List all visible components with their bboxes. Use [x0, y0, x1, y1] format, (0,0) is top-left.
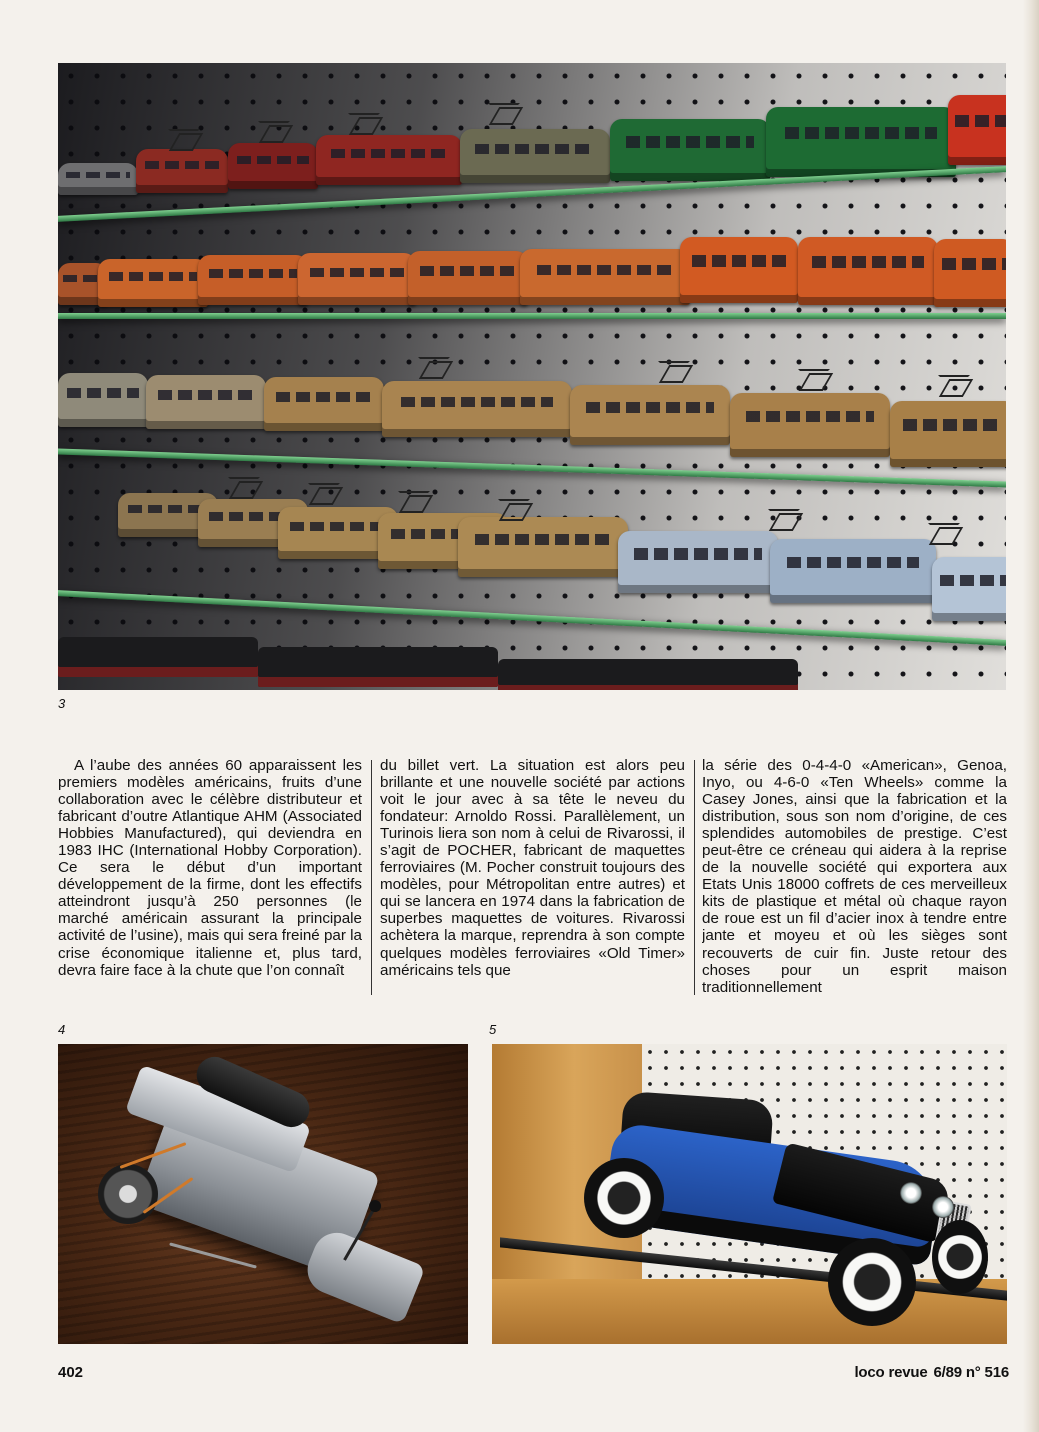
train-car: [382, 381, 572, 437]
pantograph: [498, 499, 530, 519]
train-car: [934, 239, 1006, 307]
train-car: [146, 375, 266, 429]
steam-locomotive: [258, 647, 498, 687]
figure-number-4: 4: [58, 1022, 66, 1037]
pantograph: [938, 375, 970, 395]
photo-engine-model: [58, 1044, 468, 1344]
pantograph: [348, 113, 380, 133]
train-car: [264, 377, 384, 431]
train-car: [948, 95, 1006, 165]
pantograph: [308, 483, 340, 503]
magazine-name: loco revue: [854, 1364, 928, 1381]
photo-train-shelves: [58, 63, 1006, 690]
train-car: [730, 393, 890, 457]
train-car: [228, 143, 318, 189]
train-car: [58, 373, 148, 427]
train-car: [408, 251, 528, 305]
article-column-1: A l’aube des années 60 apparaissent les premiers modèles américains, fruits d’une collaboration avec le célèbre distributeur et fabricant d’outre Atlantique AHM (Associated Hobbies Manufactured), qui deviendra en 1983 IHC (International Hobby Corporation). Ce sera le début d’un important développement de la firme, dont les effectifs atteindront jusqu’à 250 personnes (le marché américain assurant la principale activité de l’usine), mais qui sera freiné par la crise économique italienne et, plus tard, devra faire face à la chute que l’on connaît: [58, 757, 362, 979]
car-wheel: [828, 1238, 916, 1326]
pantograph: [488, 103, 520, 123]
train-car: [298, 253, 416, 305]
figure-number-3: 3: [58, 696, 66, 711]
train-car: [198, 255, 308, 305]
article-column-2: du billet vert. La situation est alors peu brillante et une nouvelle société par actions voit le jour avec à sa tête le neveu du fondateur: Arnoldo Rossi. Parallèlement, un Turinois liera son nom à celui de Rivarossi, il s’agit de POCHER, fabricant de maquettes ferroviaires (M. Pocher construit toujours des modèles, pour Métropolitan entre autres) et qui se lancera en 1974 dans la fabrication de superbes maquettes de voitures. Rivarossi achètera la marque, reprendra à son compte quelques modèles ferroviaires «Old Timer» américains tels que: [380, 757, 685, 979]
pantograph: [658, 361, 690, 381]
train-car: [458, 517, 628, 577]
train-car: [890, 401, 1006, 467]
glass-shelf: [58, 313, 1006, 319]
pantograph: [928, 523, 960, 543]
gearbox: [300, 1226, 425, 1325]
engine-pulley: [98, 1164, 158, 1224]
train-car: [570, 385, 730, 445]
figure-number-5: 5: [489, 1022, 497, 1037]
steam-locomotive: [58, 637, 258, 677]
pantograph: [798, 369, 830, 389]
train-car: [610, 119, 770, 181]
column-divider: [371, 760, 372, 995]
train-car: [766, 107, 956, 177]
car-headlamp: [932, 1196, 954, 1218]
train-car: [58, 163, 138, 195]
issue-number: 6/89 n° 516: [933, 1364, 1009, 1381]
photo-classic-car-model: [492, 1044, 1007, 1344]
article-column-3: la série des 0-4-4-0 «American», Genoa, Inyo, ou 4-6-0 «Ten Wheels» comme la Casey Jones, ainsi que la fabrication et la distribution, sous son nom d’origine, de ces splendides automobiles de prestige. C’est peut-être ce créneau qui aidera à la reprise de la nouvelle société qui exportera aux Etats Unis 18000 coffrets de ces merveilleux kits de plastique et métal où chaque rayon de roue est un fil d’acier inox à tendre entre jante et moyeu et où les sièges sont recouverts de cuir fin. Juste retour des choses pour un esprit maison traditionnellement: [702, 757, 1007, 995]
ignition-wire: [169, 1242, 257, 1268]
pantograph: [258, 121, 290, 141]
train-car: [618, 531, 778, 593]
train-car: [520, 249, 690, 305]
page-edge: [1023, 0, 1039, 1432]
train-car: [136, 149, 228, 193]
magazine-masthead: [854, 1364, 1009, 1381]
pantograph: [228, 477, 260, 497]
train-car: [798, 237, 938, 305]
train-car: [98, 259, 208, 307]
column-divider: [694, 760, 695, 995]
pantograph: [168, 129, 200, 149]
pantograph: [768, 509, 800, 529]
pantograph: [418, 357, 450, 377]
car-wheel: [932, 1220, 988, 1294]
train-car: [680, 237, 798, 303]
car-wheel: [584, 1158, 664, 1238]
train-car: [316, 135, 462, 185]
page-number: 402: [58, 1364, 84, 1381]
train-car: [932, 557, 1006, 621]
train-car: [770, 539, 936, 603]
steam-locomotive: [498, 659, 798, 690]
train-car: [460, 129, 610, 183]
pantograph: [398, 491, 430, 511]
car-headlamp: [900, 1182, 922, 1204]
